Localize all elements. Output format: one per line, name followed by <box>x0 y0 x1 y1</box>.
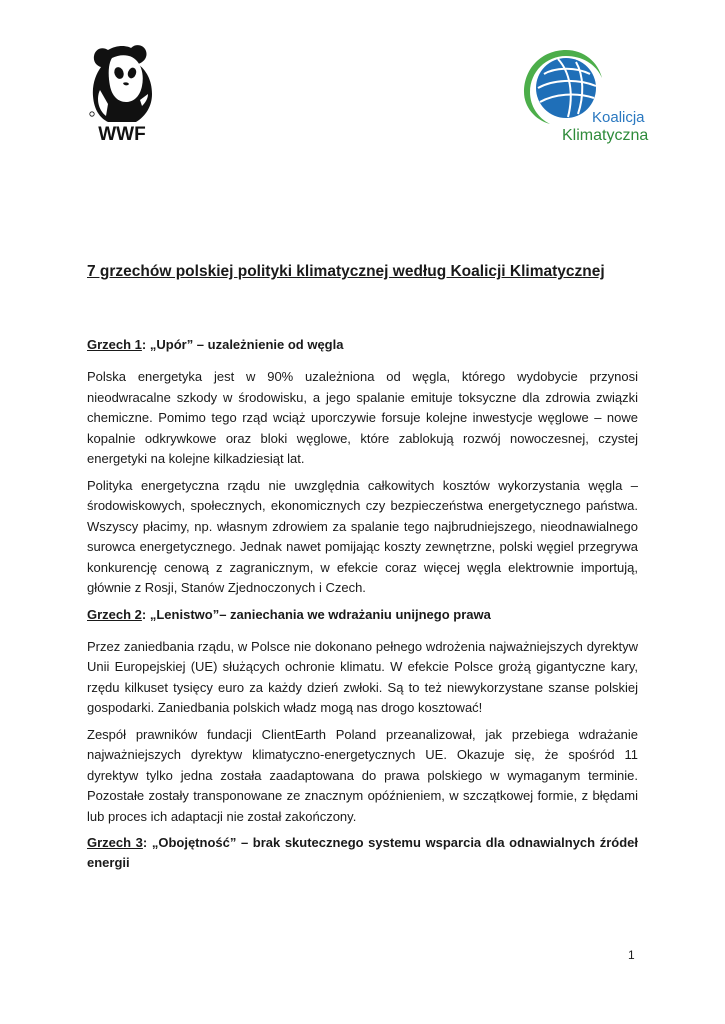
coalition-wordmark-line1: Koalicja <box>592 109 645 126</box>
paragraph: Zespół prawników fundacji ClientEarth Poland przeanalizował, jak przebiega wdrażanie najważniejszych dyrektyw klimatyczno-energetycznych UE. Okazuje się, że spośród 11 dyrektyw tylko jedna została zaadaptowana do prawa polskiego w wymaganym terminie. Pozostałe zostały transponowane ze znacznym opóźnieniem, w szczątkowej formie, z błędami lub proces ich adaptacji nie został zakończony. <box>87 726 638 824</box>
document-body <box>87 335 638 885</box>
section-heading-3 <box>87 833 638 873</box>
section-label: Grzech 3 <box>87 835 143 850</box>
coalition-wordmark-line2: Klimatyczna <box>562 127 649 144</box>
paragraph: Polityka energetyczna rządu nie uwzględnia całkowitych kosztów wykorzystania węgla – środowiskowych, społecznych, ekonomicznych czy bezpieczeństwa energetycznego państwa. Wszyscy płacimy, np. własnym zdrowiem za spalanie tego najbrudniejszego, nieodnawialnego surowca energetycznego. Jednak nawet pomijając koszty zewnętrzne, polski węgiel przegrywa konkurencję cenową z zagranicznym, w efekcie coraz więcej węgla elektrownie importują, głównie z Rosji, Stanów Zjednoczonych i Czech. <box>87 477 638 595</box>
section-heading-1 <box>87 335 638 355</box>
wwf-wordmark: WWF <box>98 124 146 144</box>
section-title: : „Obojętność” – brak skutecznego systemu wsparcia dla odnawialnych źródeł energii <box>87 835 638 870</box>
paragraph: Przez zaniedbania rządu, w Polsce nie dokonano pełnego wdrożenia najważniejszych dyrektyw Unii Europejskiej (UE) służących ochronie klimatu. W efekcie Polsce grożą gigantyczne kary, rzędu kilkuset tysięcy euro za każdy dzień zwłoki. Są to też niewykorzystane szanse polskiej gospodarki. Zaniedbania polskich władz mogą nas drogo kosztować! <box>87 638 638 715</box>
koalicja-klimatyczna-logo <box>518 44 653 148</box>
section-title: : „Lenistwo”– zaniechania we wdrażaniu unijnego prawa <box>141 606 491 622</box>
section-title: : „Upór” – uzależnienie od węgla <box>141 337 344 352</box>
wwf-panda-logo <box>86 40 158 144</box>
section-heading-2 <box>87 605 638 625</box>
document-title: 7 grzechów polskiej polityki klimatycznej według Koalicji Klimatycznej <box>87 263 605 280</box>
paragraph: Polska energetyka jest w 90% uzależniona od węgla, którego wydobycie przynosi nieodwracalne szkody w środowisku, a jego spalanie emituje toksyczne dla zdrowia związki chemiczne. Pomimo tego rząd wciąż uporczywie forsuje kolejne inwestycje węglowe – nowe kopalnie odkrywkowe oraz bloki węglowe, które zablokują rozwój nowoczesnej, czystej energetyki na kolejne kilkadziesiąt lat. <box>87 369 638 466</box>
section-label: Grzech 2 <box>87 606 142 622</box>
page-number: 1 <box>628 948 635 962</box>
section-label: Grzech 1 <box>87 337 142 352</box>
